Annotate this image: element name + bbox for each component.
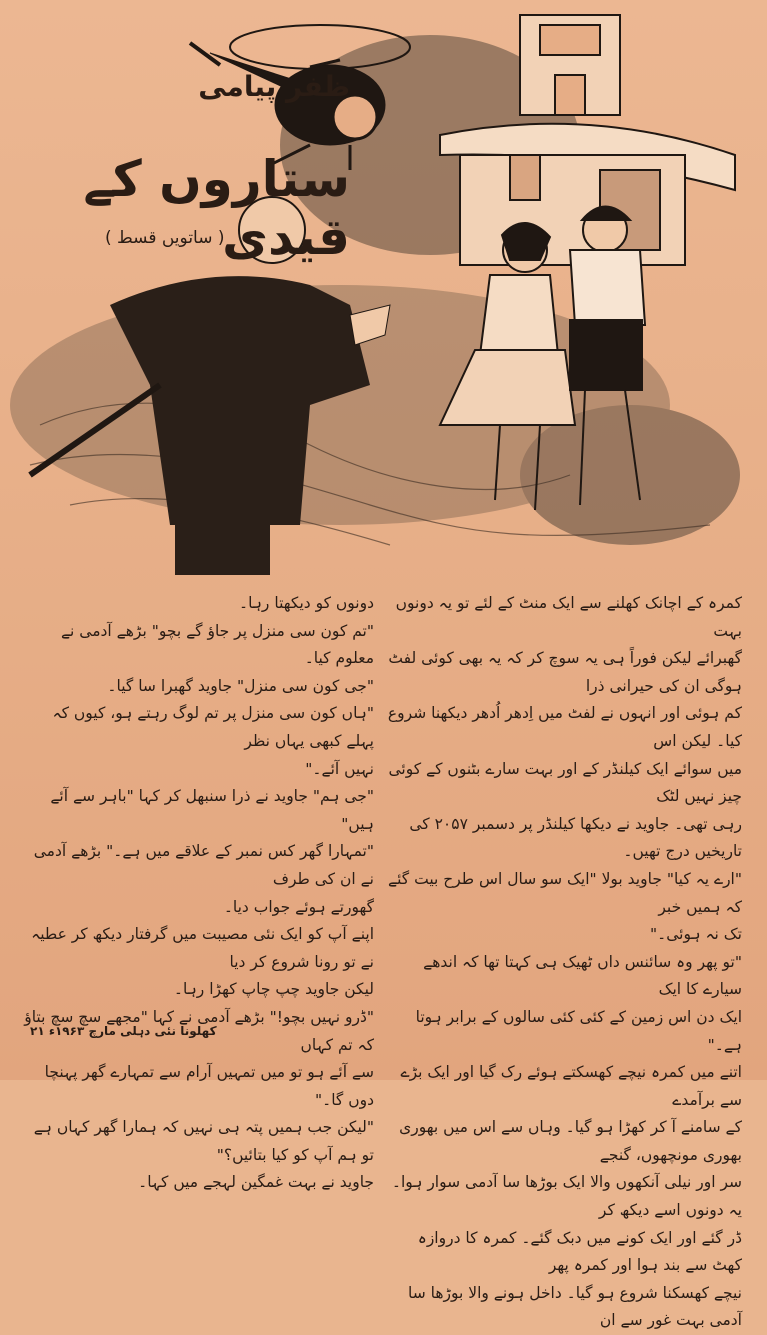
text-line: سے آئے ہو تو میں تمہیں آرام سے تمہارے گھر پہنچا دوں گا۔" xyxy=(44,1063,374,1109)
text-line: رہی تھی۔ جاوید نے دیکھا کیلنڈر پر دسمبر ۲۰۵۷ کی تاریخیں درج تھیں۔ xyxy=(409,814,742,861)
text-column-right xyxy=(387,590,742,1335)
episode-label: ( ساتویں قسط ) xyxy=(105,228,225,248)
text-line: جاوید نے بہت غمگین لہجے میں کہا۔ xyxy=(138,1173,374,1192)
text-line: "تمہارا گھر کس نمبر کے علاقے میں ہے۔" بڑھے آدمی نے ان کی طرف xyxy=(33,842,374,888)
text-line: "تو پھر وہ سائنس داں ٹھیک ہی کہتا تھا کہ اندھے سیارے کا ایک xyxy=(423,952,742,999)
text-line: کے سامنے آ کر کھڑا ہو گیا۔ وہاں سے اس میں بھوری بھوری مونچھوں، گنجے xyxy=(399,1118,742,1164)
text-line: "جی ہم" جاوید نے ذرا سنبھل کر کہا "باہر سے آئے ہیں" xyxy=(50,787,374,833)
text-line: لیکن جاوید چپ چاپ کھڑا رہا۔ xyxy=(173,980,374,999)
page-footer: کھلونا نئی دہلی مارچ ۱۹۶۳ء ۲۱ xyxy=(30,1024,217,1038)
text-line: دونوں کو دیکھتا رہا۔ xyxy=(239,594,374,612)
text-line: "ڈرو نہیں بچو!" بڑھے آدمی نے کہا "مجھے سچ سچ بتاؤ کہ تم کہاں xyxy=(24,1007,374,1054)
text-line: "لیکن جب ہمیں پتہ ہی نہیں کہ ہمارا گھر کہاں ہے تو ہم آپ کو کیا بتائیں؟" xyxy=(33,1118,374,1164)
title-block xyxy=(20,70,350,266)
text-line: تک نہ ہوئی۔" xyxy=(650,925,742,944)
text-line: "تم کون سی منزل پر جاؤ گے بچو" بڑھے آدمی نے معلوم کیا۔ xyxy=(60,621,374,668)
story-title: ستاروں کے قیدی xyxy=(83,150,350,266)
text-line: اتنے میں کمرہ نیچے کھسکتے ہوئے رک گیا اور ایک بڑے سے برآمدے xyxy=(400,1063,742,1109)
text-line: گھبرائے لیکن فوراً ہی یہ سوچ کر کہ یہ بھی کوئی لفٹ ہوگی ان کی حیرانی ذرا xyxy=(388,649,742,695)
text-line: نیچے کھسکنا شروع ہو گیا۔ داخل ہونے والا بوڑھا سا آدمی بہت غور سے ان xyxy=(407,1283,742,1330)
text-line: "جی کون سی منزل" جاوید گھبرا سا گیا۔ xyxy=(107,676,374,695)
author-name: ظفر پیامی xyxy=(198,70,350,103)
text-line: سر اور نیلی آنکھوں والا ایک بوڑھا سا آدمی سوار ہوا۔ یہ دونوں اسے دیکھ کر xyxy=(391,1173,742,1220)
text-line: "ہاں کون سی منزل پر تم لوگ رہتے ہو، کیوں کہ پہلے کبھی یہاں نظر xyxy=(52,704,374,750)
text-line: کمرہ کے اچانک کھلنے سے ایک منٹ کے لئے تو یہ دونوں بہت xyxy=(395,594,742,640)
text-column-left xyxy=(22,590,374,1197)
text-line: نہیں آئے۔" xyxy=(305,759,374,778)
text-line: کم ہوئی اور انہوں نے لفٹ میں اِدھر اُدھر دیکھنا شروع کیا۔ لیکن اس xyxy=(387,704,742,750)
text-line: گھورتے ہوئے جواب دیا۔ xyxy=(223,897,374,916)
text-line: ڈر گئے اور ایک کونے میں دبک گئے۔ کمرہ کا دروازہ کھٹ سے بند ہوا اور کمرہ پھر xyxy=(417,1228,742,1275)
text-line: ایک دن اس زمین کے کئی کئی سالوں کے برابر ہوتا ہے۔" xyxy=(415,1007,742,1054)
text-line: اپنے آپ کو ایک نئی مصیبت میں گرفتار دیکھ کر عطیہ نے تو رونا شروع کر دیا xyxy=(31,925,374,971)
text-line: میں سوائے ایک کیلنڈر کے اور بہت سارے بٹنوں کے کوئی چیز نہیں لٹک xyxy=(388,759,742,806)
text-line: "ارے یہ کیا" جاوید بولا "ایک سو سال اس طرح بیت گئے کہ ہمیں خبر xyxy=(388,869,742,916)
